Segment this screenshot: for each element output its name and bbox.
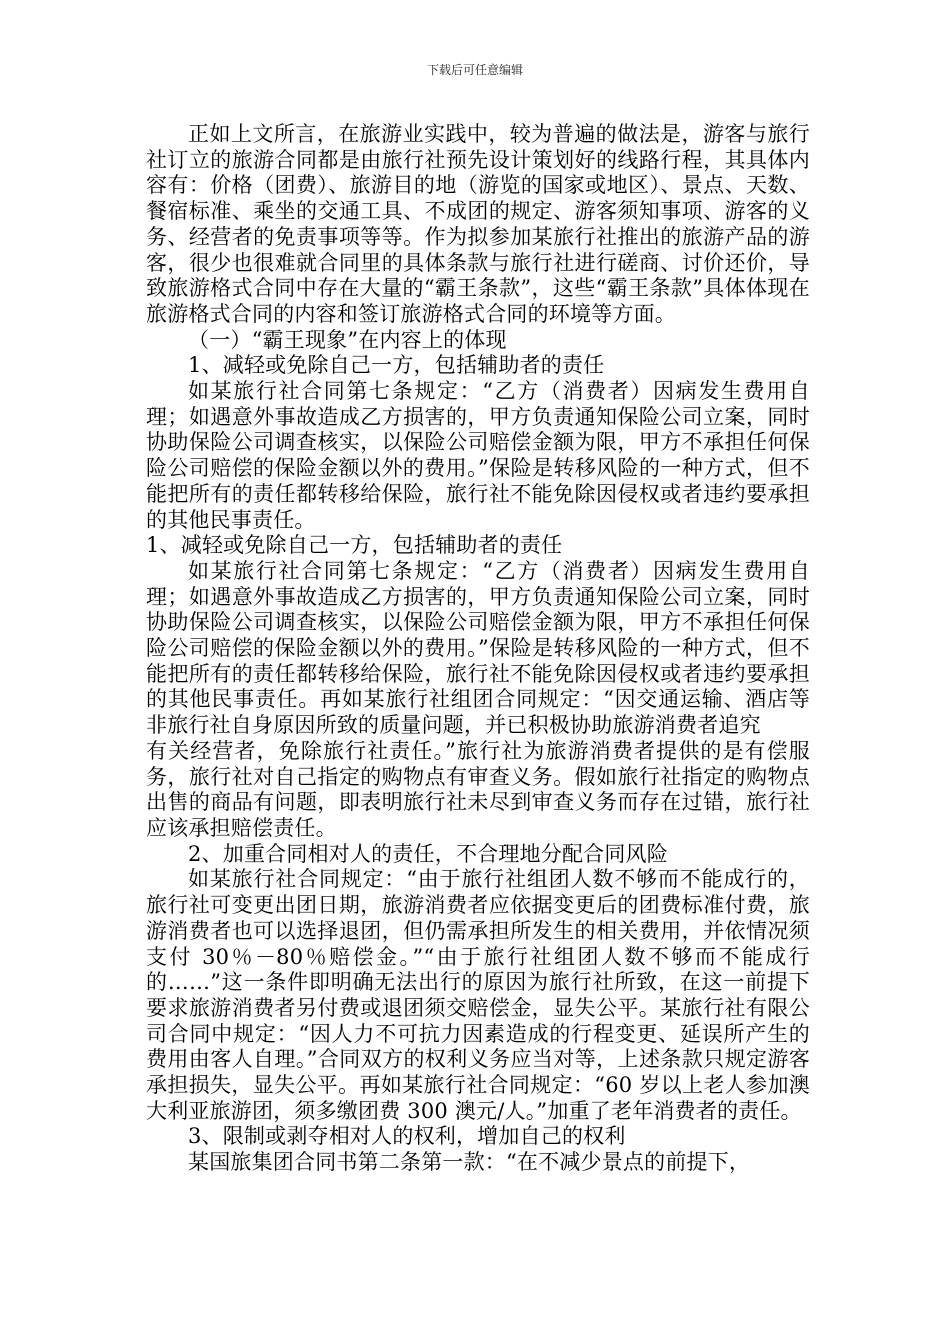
- subheading-1-repeat: 1、减轻或免除自己一方，包括辅助者的责任: [146, 533, 563, 558]
- subheading-1: 1、减轻或免除自己一方，包括辅助者的责任: [188, 353, 605, 378]
- subheading-2: 2、加重合同相对人的责任，不合理地分配合同风险: [188, 841, 668, 866]
- clause-7-paragraph-repeat: 如某旅行社合同第七条规定：“乙方（消费者）因病发生费用自理；如遇意外事故造成乙方损害的，甲方负责通知保险公司立案，同时协助保险公司调查核实，以保险公司赔偿金额为限，甲方不承担任何保险公司赔偿的保险金额以外的费用。”保险是转移风险的一种方式，但不能把所有的责任都转移给保险，旅行社不能免除因侵权或者违约要承担的其他民事责任。再如某旅行社组团合同规定：“因交通运输、酒店等非旅行社自身原因所致的质量问题，并已积极协助旅游消费者追究: [146, 558, 810, 738]
- clause-7-paragraph: 如某旅行社合同第七条规定：“乙方（消费者）因病发生费用自理；如遇意外事故造成乙方损害的，甲方负责通知保险公司立案，同时协助保险公司调查核实，以保险公司赔偿金额为限，甲方不承担任何保险公司赔偿的保险金额以外的费用。”保险是转移风险的一种方式，但不能把所有的责任都转移给保险，旅行社不能免除因侵权或者违约要承担的其他民事责任。: [146, 379, 810, 532]
- clause-2-paragraph: 某国旅集团合同书第二条第一款：“在不减少景点的前提下，: [188, 1150, 751, 1175]
- group-size-paragraph: 如某旅行社合同规定：“由于旅行社组团人数不够而不能成行的，旅行社可变更出团日期，旅游消费者应依据变更后的团费标准付费，旅游消费者也可以选择退团，但仍需承担所发生的相关费用，并依情况须支付 30％－80％赔偿金。”“由于旅行社组团人数不够而不能成行的……”这一条件即明确无法出行的原因为旅行社所致，在这一前提下要求旅游消费者另付费或退团须交赔偿金，显失公平。某旅行社有限公司合同中规定：“因人力不可抗力因素造成的行程变更、延误所产生的费用由客人自理。”合同双方的权利义务应当对等，上述条款只规定游客承担损失，显失公平。再如某旅行社合同规定：“60 岁以上老人参加澳大利亚旅游团，须多缴团费 300 澳元/人。”加重了老年消费者的责任。: [146, 867, 810, 1123]
- section-heading: （一）“霸王现象”在内容上的体现: [188, 327, 507, 352]
- page-header: 下载后可任意编辑: [426, 63, 523, 77]
- document-body: [146, 122, 810, 1176]
- continuation-paragraph: 有关经营者，免除旅行社责任。”旅行社为旅游消费者提供的是有偿服务，旅行社对自己指定的购物点有审查义务。假如旅行社指定的购物点出售的商品有问题，即表明旅行社未尽到审查义务而存在过错，旅行社应该承担赔偿责任。: [146, 738, 810, 840]
- subheading-3: 3、限制或剥夺相对人的权利，增加自己的权利: [188, 1124, 626, 1149]
- intro-paragraph: 正如上文所言，在旅游业实践中，较为普遍的做法是，游客与旅行社订立的旅游合同都是由旅行社预先设计策划好的线路行程，其具体内容有：价格（团费）、旅游目的地（游览的国家或地区）、景点、天数、餐宿标准、乘坐的交通工具、不成团的规定、游客须知事项、游客的义务、经营者的免责事项等等。作为拟参加某旅行社推出的旅游产品的游客，很少也很难就合同里的具体条款与旅行社进行磋商、讨价还价，导致旅游格式合同中存在大量的“霸王条款”，这些“霸王条款”具体体现在旅游格式合同的内容和签订旅游格式合同的环境等方面。: [146, 122, 810, 326]
